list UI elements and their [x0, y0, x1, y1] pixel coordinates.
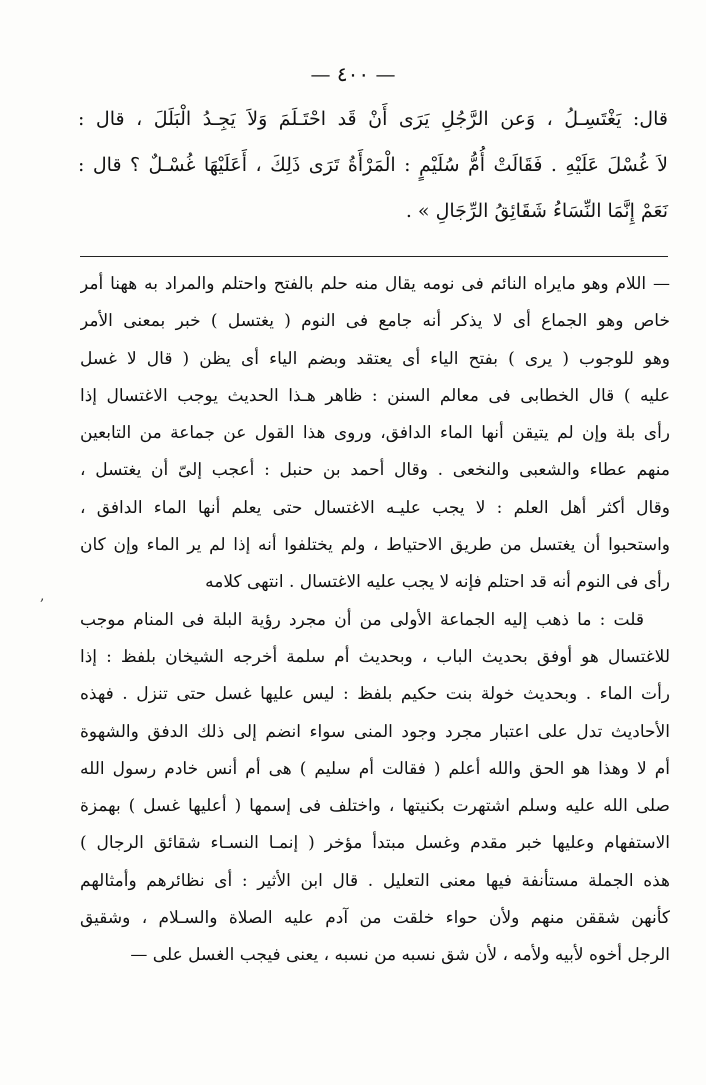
- commentary-line: — اللام وهو مايراه النائم فى نومه يقال منه حلم بالفتح واحتلم والمراد به ههنا أمر: [80, 274, 670, 294]
- commentary-line: قلت : ما ذهب إليه الجماعة الأولى من أن مجرد رؤية البلة فى المنام موجب: [80, 609, 644, 630]
- commentary-line: الأحاديث تدل على اعتبار مجرد وجود المنى سواء انضم إلى ذلك الدفق والشهوة: [80, 721, 670, 742]
- commentary-line: صلى الله عليه وسلم اشتهرت بكنيتها ، واختلف فى إسمها ( أعليها غسل ) بهمزة: [80, 796, 670, 817]
- commentary-line: للاغتسال هو أوفق بحديث الباب ، وبحديث أم سلمة أخرجه الشيخان بلفظ : إذا: [80, 646, 670, 667]
- commentary-line: كأنهن شققن منهم ولأن حواء خلقت من آدم عليه الصلاة والسـلام ، وشقيق: [80, 908, 670, 929]
- hadith-line: نَعَمْ إِنَّمَا النِّسَاءُ شَقَائِقُ الرِّجَالِ » .: [405, 200, 668, 222]
- section-divider: [80, 256, 668, 257]
- hadith-text-block: [78, 96, 668, 234]
- commentary-line: الاستفهام وعليها خبر مقدم وغسل مبتدأ مؤخر ( إنمـا النسـاء شقائق الرجال ): [80, 833, 670, 854]
- commentary-line: عليه ) قال الخطابى فى معالم السنن : ظاهر هـذا الحديث يوجب الاغتسال إذا: [80, 385, 670, 406]
- commentary-line: واستحبوا أن يغتسل من طريق الاحتياط ، ولم يختلفوا أنه إذا لم ير الماء وإن كان: [80, 535, 670, 556]
- commentary-line: وقال أكثر أهل العلم : لا يجب عليـه الاغتسال حتى يعلم أنها الماء الدافق ،: [80, 497, 670, 518]
- hadith-line: قال: يَغْتَسِـلُ ، وَعن الرَّجُلِ يَرَى أَنْ قَد احْتَـلَمَ وَلاَ يَجِـدُ الْبَلَلَ ، قال :: [78, 108, 668, 130]
- commentary-line: رأى فى النوم أنه قد احتلم فإنه لا يجب عليه الاغتسال . انتهى كلامه: [205, 572, 670, 593]
- hadith-line: لاَ غُسْلَ عَلَيْهِ . فَقَالَتْ أُمُّ سُلَيْمٍ : الْمَرْأَةُ تَرَى ذَلِكَ ، أَعَلَيْهَا غُسْـلٌ ؟ قال :: [78, 154, 668, 176]
- commentary-line: الرجل أخوه لأبيه ولأمه ، لأن شق نسبه من نسبه ، يعنى فيجب الغسل على —: [130, 945, 670, 966]
- commentary-line: رأت الماء . وبحديث خولة بنت حكيم بلفظ : ليس عليها غسل حتى تنزل . فهذه: [80, 684, 670, 705]
- commentary-line: وهو للوجوب ( يرى ) بفتح الياء أى يعتقد وبضم الياء أى يظن ( قال لا غسل: [80, 348, 670, 369]
- commentary-text-block: [80, 266, 670, 975]
- margin-mark: ,: [40, 588, 45, 604]
- commentary-line: رأى بلة وإن لم يتيقن أنها الماء الدافق، وروى هذا القول عن جماعة من التابعين: [80, 423, 670, 444]
- commentary-line: أم لا وهذا هو الحق والله أعلم ( فقالت أم سليم ) هى أم أنس خادم رسول الله: [80, 758, 670, 779]
- commentary-line: هذه الجملة مستأنفة فيها معنى التعليل . قال ابن الأثير : أى نظائرهم وأمثالهم: [80, 870, 670, 891]
- page-number: — ٤٠٠ —: [310, 62, 396, 86]
- commentary-line: منهم عطاء والشعبى والنخعى . وقال أحمد بن حنبل : أعجب إلىّ أن يغتسل ،: [80, 460, 670, 481]
- commentary-line: خاص وهو الجماع أى لا يذكر أنه جامع فى النوم ( يغتسل ) خبر بمعنى الأمر: [80, 311, 670, 332]
